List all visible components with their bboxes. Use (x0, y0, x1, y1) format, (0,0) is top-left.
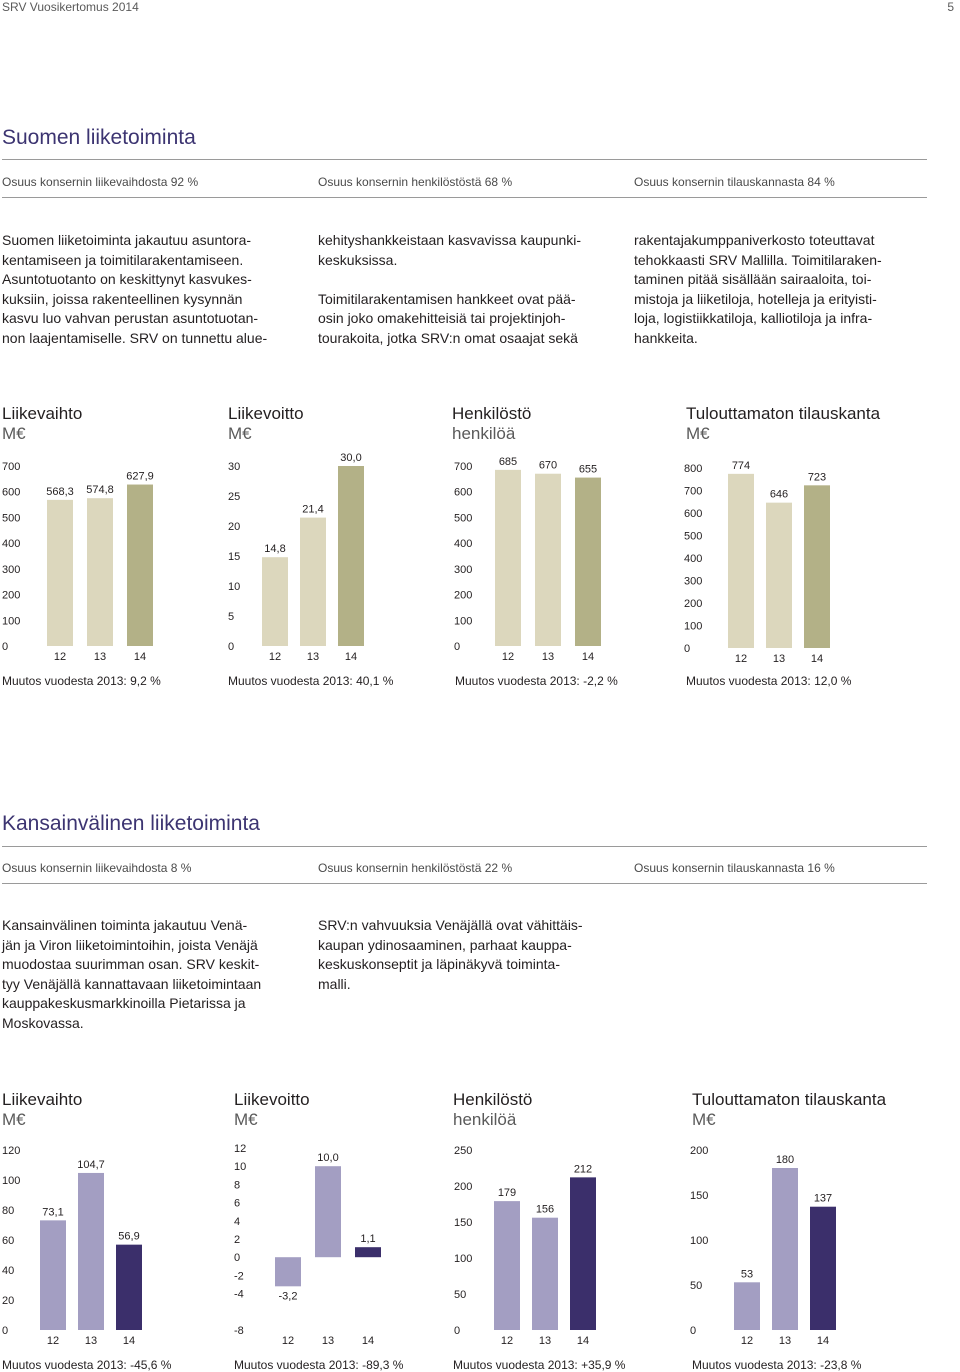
text-line: Moskovassa. (2, 1014, 84, 1031)
y-tick-label: 200 (690, 1145, 709, 1157)
y-tick-label: -8 (234, 1325, 244, 1337)
bar (47, 500, 73, 646)
y-tick-label: 60 (2, 1235, 15, 1247)
data-label: 627,9 (126, 470, 154, 483)
x-tick-label: 13 (538, 1335, 552, 1346)
bar (275, 1257, 301, 1286)
kpi-title: Liikevaihto (2, 404, 83, 423)
y-tick-label: 700 (684, 485, 703, 498)
change-note: Muutos vuodesta 2013: 9,2 % (2, 674, 161, 688)
data-label: 670 (538, 459, 558, 472)
bar (355, 1247, 381, 1257)
y-tick-label: 700 (2, 461, 21, 473)
data-label: 104,7 (77, 1158, 105, 1171)
y-tick-label: 600 (684, 508, 703, 520)
kpi-heading (686, 404, 880, 444)
x-tick-label: 12 (740, 1335, 754, 1346)
y-tick-label: 50 (690, 1280, 703, 1292)
y-tick-label: 150 (454, 1217, 473, 1229)
bar (78, 1173, 104, 1330)
data-label: 685 (498, 455, 518, 468)
text-column-3 (634, 231, 934, 348)
y-tick-label: 0 (690, 1325, 697, 1337)
y-tick-label: 80 (2, 1205, 15, 1217)
data-label: 53 (740, 1268, 754, 1281)
x-tick-label: 12 (53, 651, 67, 663)
y-tick-label: 0 (2, 1325, 9, 1337)
y-tick-label: 40 (2, 1265, 15, 1277)
y-tick-label: 20 (2, 1295, 15, 1307)
y-tick-label: 600 (2, 486, 21, 499)
finland-section-title: Suomen liiketoiminta (2, 126, 196, 149)
text-column-2 (318, 916, 628, 994)
kpi-heading (234, 1090, 310, 1130)
kpi-unit: henkilöä (452, 424, 516, 443)
kpi-heading (2, 404, 82, 444)
bar (300, 518, 326, 646)
kpi-heading (2, 1090, 82, 1130)
text-line: SRV:n vahvuuksia Venäjällä ovat vähittäis- (318, 917, 583, 933)
divider (2, 846, 927, 847)
text-line: mistoja ja liiketiloja, hotelleja ja erityisti- (634, 290, 877, 307)
y-tick-label: 400 (454, 538, 473, 551)
x-tick-label: 12 (281, 1335, 295, 1346)
data-label: 646 (769, 488, 789, 501)
kpi-heading (692, 1090, 886, 1130)
text-column-1 (2, 916, 302, 1033)
personnel-chart (452, 1140, 672, 1346)
bar (127, 485, 153, 646)
kpi-title: Henkilöstö (453, 1090, 533, 1109)
divider (2, 159, 927, 160)
x-tick-label: 13 (321, 1335, 335, 1346)
operating-profit-chart (226, 448, 436, 668)
order-backlog-share: Osuus konsernin tilauskannasta 84 % (634, 175, 835, 189)
change-note: Muutos vuodesta 2013: +35,9 % (453, 1358, 626, 1372)
y-tick-label: 600 (454, 486, 473, 499)
y-tick-label: 100 (454, 615, 473, 628)
y-tick-label: 0 (454, 1325, 461, 1337)
text-line: kehityshankkeistaan kasvavissa kaupunki- (318, 232, 582, 248)
bar (570, 1177, 596, 1330)
y-tick-label: 400 (684, 553, 703, 565)
order-backlog-share: Osuus konsernin tilauskannasta 16 % (634, 861, 835, 875)
international-section-title: Kansainvälinen liiketoiminta (2, 812, 260, 835)
y-tick-label: 300 (454, 563, 473, 576)
y-tick-label: 100 (2, 615, 21, 628)
data-label: 73,1 (42, 1206, 64, 1219)
y-tick-label: 100 (690, 1235, 709, 1247)
text-line: kauppakeskusmarkkinoilla Pietarissa ja (2, 995, 246, 1011)
kpi-heading (453, 1090, 532, 1130)
y-tick-label: 0 (2, 641, 9, 653)
x-tick-label: 12 (268, 651, 282, 663)
order-backlog-chart (682, 448, 892, 668)
y-tick-label: 500 (2, 512, 21, 525)
x-tick-label: 14 (810, 653, 824, 665)
data-label: 1,1 (360, 1233, 376, 1246)
data-label: 156 (535, 1203, 555, 1216)
bar (728, 474, 754, 648)
revenue-share: Osuus konsernin liikevaihdosta 8 % (2, 861, 192, 875)
x-tick-label: 14 (133, 651, 147, 663)
data-label: 212 (573, 1163, 593, 1176)
y-tick-label: 10 (228, 581, 241, 593)
kpi-title: Liikevoitto (228, 404, 304, 423)
y-tick-label: 800 (684, 463, 703, 475)
text-line: osin joko omakehitteisiä tai projektinjoh- (318, 310, 566, 326)
y-tick-label: 400 (2, 538, 21, 551)
x-tick-label: 13 (778, 1335, 792, 1346)
data-label: 568,3 (46, 485, 74, 498)
y-tick-label: 200 (2, 589, 21, 602)
text-line: jän ja Viron liiketoimintoihin, joista Venäjä (2, 936, 258, 953)
revenue-share: Osuus konsernin liikevaihdosta 92 % (2, 175, 199, 189)
data-label: 14,8 (264, 543, 286, 556)
y-tick-label: -4 (234, 1288, 244, 1301)
text-line: keskuksissa. (318, 251, 398, 268)
divider (2, 197, 927, 198)
kpi-unit: M€ (692, 1110, 716, 1129)
text-line: taminen pitää sisällään sairaaloita, toi- (634, 271, 872, 287)
data-label: 723 (807, 471, 827, 484)
data-label: 655 (578, 463, 598, 476)
bar (87, 498, 113, 646)
kpi-unit: M€ (686, 424, 710, 443)
revenue-chart (0, 448, 210, 668)
y-tick-label: 4 (234, 1215, 241, 1228)
y-tick-label: 100 (684, 620, 703, 633)
x-tick-label: 14 (361, 1335, 375, 1346)
y-tick-label: 500 (684, 530, 703, 543)
kpi-heading (452, 404, 531, 444)
text-line: muodostaa suurimman osan. SRV keskit- (2, 956, 260, 972)
personnel-share: Osuus konsernin henkilöstöstä 22 % (318, 861, 513, 875)
data-label: -3,2 (278, 1290, 298, 1303)
text-column-1 (2, 231, 302, 348)
x-tick-label: 12 (500, 1335, 514, 1346)
text-line: tourakoita, jotka SRV:n omat osaajat sekä (318, 329, 578, 346)
y-tick-label: 120 (2, 1145, 21, 1157)
kpi-unit: M€ (2, 424, 26, 443)
operating-profit-chart (232, 1140, 448, 1346)
bar (575, 478, 601, 646)
data-label: 137 (813, 1192, 833, 1205)
bar (810, 1207, 836, 1330)
kpi-heading (228, 404, 304, 444)
x-tick-label: 14 (122, 1335, 136, 1346)
text-line: kaupan ydinosaaminen, parhaat kauppa- (318, 936, 572, 953)
kpi-unit: M€ (2, 1110, 26, 1129)
text-line: tyy Venäjällä kannattavaan liiketoimintaan (2, 975, 262, 992)
y-tick-label: 15 (228, 551, 241, 563)
y-tick-label: 25 (228, 491, 241, 503)
x-tick-label: 13 (306, 651, 320, 663)
kpi-title: Tulouttamaton tilauskanta (692, 1090, 887, 1109)
bar (262, 557, 288, 646)
text-line: Kansainvälinen toiminta jakautuu Venä- (2, 917, 248, 933)
data-label: 774 (731, 459, 751, 472)
bar (338, 466, 364, 646)
order-backlog-chart (688, 1140, 908, 1346)
bar (532, 1218, 558, 1330)
bar (734, 1282, 760, 1330)
y-tick-label: 10 (234, 1161, 247, 1174)
y-tick-label: 0 (454, 641, 461, 653)
y-tick-label: 30 (228, 461, 241, 473)
text-line: kuksiin, joissa rakenteellinen kysynnän (2, 290, 243, 307)
x-tick-label: 12 (46, 1335, 60, 1346)
kpi-title: Henkilöstö (452, 404, 532, 423)
data-label: 574,8 (86, 484, 114, 497)
text-line: Toimitilarakentamisen hankkeet ovat pää- (318, 290, 576, 307)
y-tick-label: 20 (228, 521, 241, 533)
y-tick-label: 100 (454, 1253, 473, 1265)
y-tick-label: 200 (684, 598, 703, 610)
bar (772, 1168, 798, 1330)
data-label: 179 (497, 1187, 517, 1200)
x-tick-label: 13 (84, 1335, 98, 1346)
kpi-title: Liikevaihto (2, 1090, 83, 1109)
text-line: loja, logistiikkatiloja, kalliotiloja ja infra- (634, 310, 873, 326)
y-tick-label: 200 (454, 1181, 473, 1193)
kpi-title: Tulouttamaton tilauskanta (686, 404, 881, 423)
text-line: keskuskonseptit ja läpinäkyvä toiminta- (318, 956, 561, 972)
x-tick-label: 14 (581, 651, 595, 663)
x-tick-label: 12 (734, 653, 748, 665)
x-tick-label: 13 (541, 651, 555, 663)
x-tick-label: 14 (816, 1335, 830, 1346)
bar (766, 503, 792, 648)
text-line: Asuntotuotanto on keskittynyt kasvukes- (2, 271, 252, 287)
text-line: malli. (318, 975, 351, 992)
change-note: Muutos vuodesta 2013: 40,1 % (228, 674, 394, 688)
text-line: non laajentamiselle. SRV on tunnettu alue- (2, 329, 268, 346)
y-tick-label: 8 (234, 1179, 241, 1192)
data-label: 21,4 (302, 503, 324, 516)
page-number: 5 (947, 0, 954, 14)
data-label: 56,9 (118, 1230, 140, 1243)
x-tick-label: 13 (772, 653, 786, 665)
personnel-chart (452, 448, 662, 668)
bar (40, 1220, 66, 1330)
text-line: Suomen liiketoiminta jakautuu asuntora- (2, 232, 252, 248)
y-tick-label: 50 (454, 1289, 467, 1301)
bar (804, 485, 830, 648)
y-tick-label: 2 (234, 1234, 241, 1246)
bar (535, 474, 561, 646)
data-label: 180 (775, 1154, 795, 1166)
text-line: tehokkaasti SRV Mallilla. Toimitilaraken- (634, 251, 882, 268)
x-tick-label: 13 (93, 651, 107, 663)
y-tick-label: 12 (234, 1143, 247, 1155)
y-tick-label: 150 (690, 1190, 709, 1202)
report-title: SRV Vuosikertomus 2014 (2, 0, 139, 14)
y-tick-label: 250 (454, 1145, 473, 1157)
text-line: kentamiseen ja toimitilarakentamiseen. (2, 251, 244, 268)
y-tick-label: 300 (2, 563, 21, 576)
change-note: Muutos vuodesta 2013: -45,6 % (2, 1358, 172, 1372)
x-tick-label: 12 (501, 651, 515, 663)
y-tick-label: 0 (234, 1252, 241, 1265)
kpi-title: Liikevoitto (234, 1090, 310, 1109)
text-line: hankkeita. (634, 329, 698, 346)
data-label: 30,0 (340, 452, 362, 464)
y-tick-label: 6 (234, 1197, 241, 1210)
change-note: Muutos vuodesta 2013: -23,8 % (692, 1358, 862, 1372)
change-note: Muutos vuodesta 2013: 12,0 % (686, 674, 852, 688)
y-tick-label: 5 (228, 611, 235, 623)
change-note: Muutos vuodesta 2013: -2,2 % (455, 674, 618, 688)
text-line (318, 270, 618, 290)
y-tick-label: 100 (2, 1175, 21, 1187)
bar (116, 1245, 142, 1330)
personnel-share: Osuus konsernin henkilöstöstä 68 % (318, 175, 513, 189)
data-label: 10,0 (317, 1152, 339, 1165)
y-tick-label: 0 (228, 641, 235, 653)
y-tick-label: 500 (454, 512, 473, 525)
kpi-unit: M€ (234, 1110, 258, 1129)
x-tick-label: 14 (576, 1335, 590, 1346)
text-line: kasvu luo vahvan perustan asuntotuotan- (2, 310, 259, 326)
change-note: Muutos vuodesta 2013: -89,3 % (234, 1358, 404, 1372)
y-tick-label: 300 (684, 575, 703, 588)
bar (495, 470, 521, 646)
y-tick-label: 200 (454, 589, 473, 602)
divider (2, 883, 927, 884)
text-line: rakentajakumppaniverkosto toteuttavat (634, 232, 875, 248)
revenue-chart (0, 1140, 220, 1346)
y-tick-label: -2 (234, 1270, 244, 1283)
bar (494, 1201, 520, 1330)
kpi-unit: henkilöä (453, 1110, 517, 1129)
y-tick-label: 700 (454, 461, 473, 473)
kpi-unit: M€ (228, 424, 252, 443)
text-column-2 (318, 231, 618, 348)
bar (315, 1166, 341, 1257)
x-tick-label: 14 (344, 651, 358, 663)
y-tick-label: 0 (684, 643, 691, 655)
